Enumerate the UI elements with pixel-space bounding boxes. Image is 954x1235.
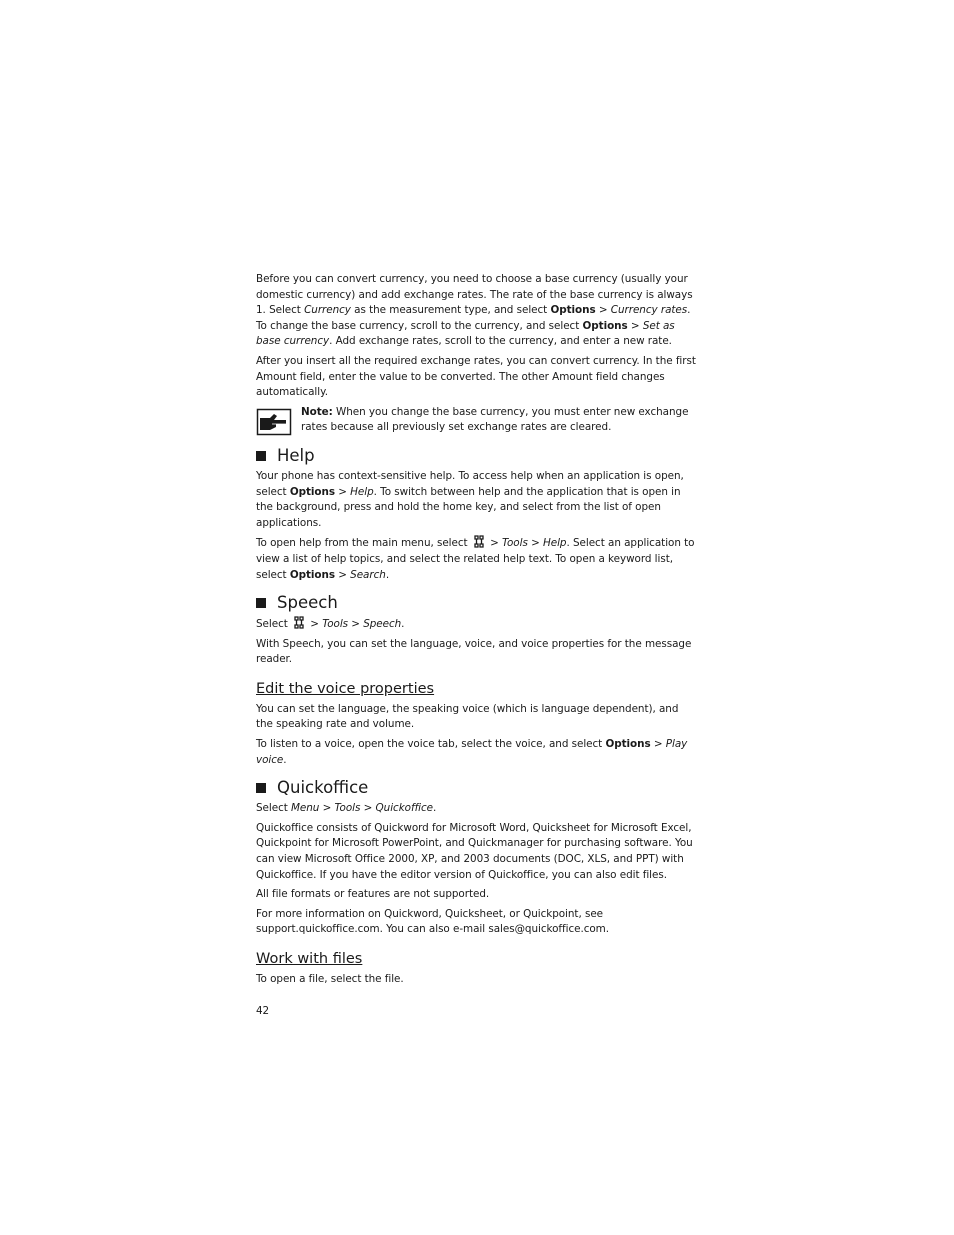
- currency-paragraph-1: Before you can convert currency, you need to choose a base currency (usually your domestic currency) and add exchange rates. The rate of the base currency is always 1. Select Currency as the measurement type, and select Options > Currency rates. To change the base currency, scroll to the currency, and select Options > Set as base currency. Add exchange rates, scroll to the currency, and enter a new rate.: [256, 273, 693, 348]
- menu-key-icon: [293, 616, 305, 629]
- speech-paragraph-2: You can set the language, the speaking voice (which is language dependent), and the speaking rate and volume.: [256, 702, 679, 731]
- menu-key-icon: [473, 535, 485, 548]
- speech-select: Select > Tools > Speech.: [256, 618, 405, 631]
- quickoffice-paragraph-1: Quickoffice consists of Quickword for Microsoft Word, Quicksheet for Microsoft Excel, Quickpoint for Microsoft PowerPoint, and Quickmanager for purchasing software. You can view Microsoft Office 2000, XP, and 2003 documents (DOC, XLS, and PPT) with Quickoffice. If you have the editor version of Quickoffice, you can also edit files.: [256, 821, 693, 881]
- quickoffice-paragraph-4: To open a file, select the file.: [256, 973, 404, 985]
- quickoffice-select: Select Menu > Tools > Quickoffice.: [256, 802, 437, 815]
- edit-voice-heading: Edit the voice properties: [256, 680, 435, 697]
- speech-heading: Speech: [256, 593, 698, 613]
- page-number: 42: [256, 1004, 270, 1017]
- speech-paragraph-1: With Speech, you can set the language, voice, and voice properties for the message reader.: [256, 637, 692, 666]
- help-heading: Help: [256, 446, 698, 466]
- help-paragraph-1: Your phone has context-sensitive help. To access help when an application is open, select Options > Help. To switch between help and the application that is open in the background, press and hold the home key, and select from the list of open applications.: [256, 469, 684, 529]
- quickoffice-paragraph-3: For more information on Quickword, Quicksheet, or Quickpoint, see support.quickoffice.com. You can also e-mail sales@quickoffice.com.: [256, 907, 610, 936]
- quickoffice-heading: Quickoffice: [256, 778, 698, 798]
- document-page: [256, 272, 698, 1023]
- work-with-files-heading: Work with files: [256, 951, 363, 967]
- speech-paragraph-3: To listen to a voice, open the voice tab, select the voice, and select Options > Play voice.: [256, 738, 688, 766]
- note-block: [256, 405, 698, 436]
- section-bullet-icon: [256, 783, 266, 793]
- section-bullet-icon: [256, 598, 266, 608]
- help-paragraph-2: To open help from the main menu, select > Tools > Help. Select an application to view a list of help topics, and select the related help text. To open a keyword list, select Options > Search.: [256, 537, 695, 581]
- section-bullet-icon: [256, 451, 266, 461]
- note-hand-icon: [256, 408, 292, 436]
- currency-paragraph-2: After you insert all the required exchange rates, you can convert currency. In the first Amount field, enter the value to be converted. The other Amount field changes automatically.: [256, 354, 696, 399]
- note-text: Note: When you change the base currency, you must enter new exchange rates because all previously set exchange rates are cleared.: [301, 405, 689, 434]
- quickoffice-paragraph-2: All file formats or features are not supported.: [256, 888, 490, 901]
